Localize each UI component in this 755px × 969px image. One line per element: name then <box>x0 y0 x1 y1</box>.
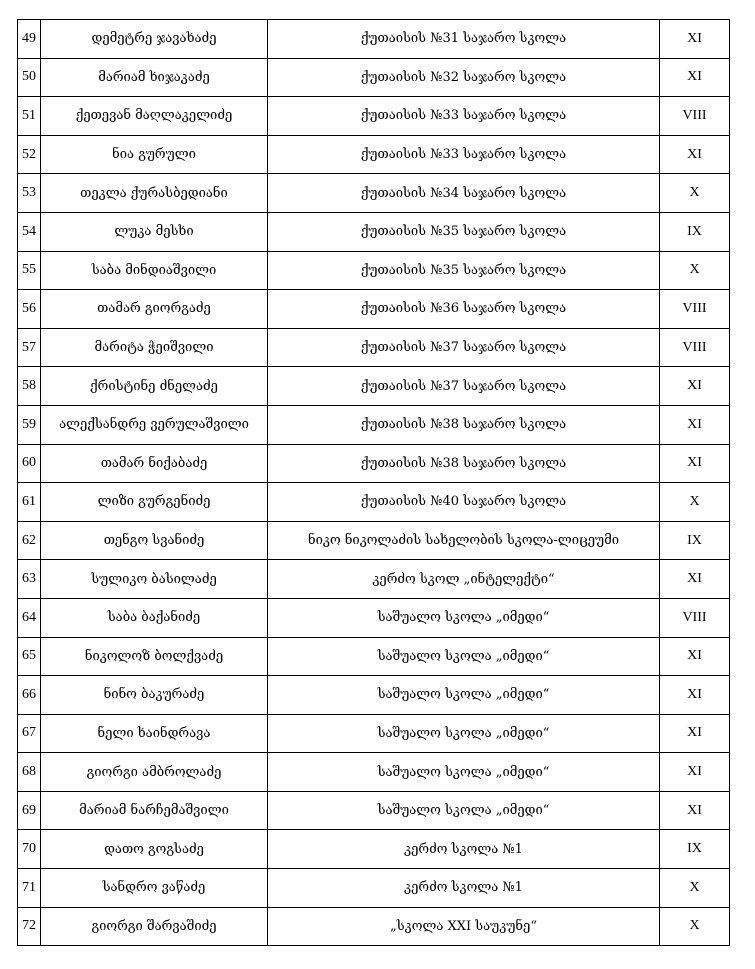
document-page <box>17 19 730 946</box>
grade-cell: VIII <box>660 97 730 136</box>
row-number-cell: 65 <box>18 637 41 676</box>
grade-cell: X <box>660 483 730 522</box>
row-number-cell: 56 <box>18 290 41 329</box>
grade-cell: XI <box>660 753 730 792</box>
table-row <box>18 58 730 97</box>
row-number-cell: 61 <box>18 483 41 522</box>
school-name-cell: ქუთაისის №35 საჯარო სკოლა <box>268 212 660 251</box>
table-row <box>18 174 730 213</box>
row-number-cell: 49 <box>18 20 41 59</box>
grade-cell: XI <box>660 405 730 444</box>
school-name-cell: ქუთაისის №38 საჯარო სკოლა <box>268 444 660 483</box>
row-number-cell: 70 <box>18 830 41 869</box>
row-number-cell: 72 <box>18 907 41 946</box>
table-row <box>18 869 730 908</box>
student-name-cell: საბა მინდიაშვილი <box>41 251 268 290</box>
school-name-cell: საშუალო სკოლა „იმედი“ <box>268 676 660 715</box>
student-name-cell: თამარ გიორგაძე <box>41 290 268 329</box>
school-name-cell: ქუთაისის №35 საჯარო სკოლა <box>268 251 660 290</box>
school-name-cell: ქუთაისის №33 საჯარო სკოლა <box>268 97 660 136</box>
student-name-cell: ნიკოლოზ ბოლქვაძე <box>41 637 268 676</box>
school-name-cell: ქუთაისის №31 საჯარო სკოლა <box>268 20 660 59</box>
student-name-cell: ქრისტინე ძნელაძე <box>41 367 268 406</box>
school-name-cell: ნიკო ნიკოლაძის სახელობის სკოლა-ლიცეუმი <box>268 521 660 560</box>
grade-cell: XI <box>660 135 730 174</box>
row-number-cell: 59 <box>18 405 41 444</box>
student-name-cell: მარიამ ნარჩემაშვილი <box>41 791 268 830</box>
table-row <box>18 405 730 444</box>
student-name-cell: ლიზი გურგენიძე <box>41 483 268 522</box>
table-row <box>18 290 730 329</box>
row-number-cell: 66 <box>18 676 41 715</box>
school-name-cell: ქუთაისის №32 საჯარო სკოლა <box>268 58 660 97</box>
grade-cell: X <box>660 174 730 213</box>
row-number-cell: 64 <box>18 598 41 637</box>
grade-cell: VIII <box>660 328 730 367</box>
participants-table <box>17 19 730 946</box>
student-name-cell: თამარ ნიქაბაძე <box>41 444 268 483</box>
grade-cell: XI <box>660 444 730 483</box>
row-number-cell: 68 <box>18 753 41 792</box>
grade-cell: XI <box>660 58 730 97</box>
student-name-cell: ნელი ხაინდრავა <box>41 714 268 753</box>
grade-cell: XI <box>660 637 730 676</box>
school-name-cell: ქუთაისის №38 საჯარო სკოლა <box>268 405 660 444</box>
table-row <box>18 483 730 522</box>
student-name-cell: სანდრო ვაწაძე <box>41 869 268 908</box>
school-name-cell: კერძო სკოლა №1 <box>268 830 660 869</box>
school-name-cell: ქუთაისის №37 საჯარო სკოლა <box>268 328 660 367</box>
grade-cell: IX <box>660 521 730 560</box>
row-number-cell: 69 <box>18 791 41 830</box>
grade-cell: XI <box>660 20 730 59</box>
table-row <box>18 212 730 251</box>
grade-cell: X <box>660 251 730 290</box>
row-number-cell: 63 <box>18 560 41 599</box>
grade-cell: XI <box>660 791 730 830</box>
student-name-cell: თეკლა ქურასბედიანი <box>41 174 268 213</box>
participants-table-body <box>18 20 730 946</box>
student-name-cell: მარიტა ჭეიშვილი <box>41 328 268 367</box>
table-row <box>18 714 730 753</box>
student-name-cell: ლუკა მესხი <box>41 212 268 251</box>
row-number-cell: 53 <box>18 174 41 213</box>
row-number-cell: 58 <box>18 367 41 406</box>
school-name-cell: ქუთაისის №33 საჯარო სკოლა <box>268 135 660 174</box>
table-row <box>18 637 730 676</box>
student-name-cell: ნია გურული <box>41 135 268 174</box>
student-name-cell: გიორგი შარვაშიძე <box>41 907 268 946</box>
table-row <box>18 560 730 599</box>
grade-cell: XI <box>660 714 730 753</box>
school-name-cell: ქუთაისის №40 საჯარო სკოლა <box>268 483 660 522</box>
grade-cell: XI <box>660 560 730 599</box>
grade-cell: VIII <box>660 598 730 637</box>
row-number-cell: 52 <box>18 135 41 174</box>
row-number-cell: 71 <box>18 869 41 908</box>
student-name-cell: სულიკო ბასილაძე <box>41 560 268 599</box>
row-number-cell: 55 <box>18 251 41 290</box>
row-number-cell: 54 <box>18 212 41 251</box>
table-row <box>18 521 730 560</box>
student-name-cell: ქეთევან მაღლაკელიძე <box>41 97 268 136</box>
student-name-cell: გიორგი ამბროლაძე <box>41 753 268 792</box>
school-name-cell: საშუალო სკოლა „იმედი“ <box>268 753 660 792</box>
table-row <box>18 367 730 406</box>
table-row <box>18 135 730 174</box>
school-name-cell: ქუთაისის №37 საჯარო სკოლა <box>268 367 660 406</box>
student-name-cell: დათო გოგსაძე <box>41 830 268 869</box>
grade-cell: XI <box>660 676 730 715</box>
table-row <box>18 251 730 290</box>
row-number-cell: 60 <box>18 444 41 483</box>
school-name-cell: ქუთაისის №36 საჯარო სკოლა <box>268 290 660 329</box>
grade-cell: X <box>660 907 730 946</box>
grade-cell: XI <box>660 367 730 406</box>
table-row <box>18 97 730 136</box>
student-name-cell: ნინო ბაკურაძე <box>41 676 268 715</box>
row-number-cell: 50 <box>18 58 41 97</box>
student-name-cell: ალექსანდრე ვერულაშვილი <box>41 405 268 444</box>
school-name-cell: „სკოლა XXI საუკუნე“ <box>268 907 660 946</box>
student-name-cell: თენგო სვანიძე <box>41 521 268 560</box>
table-row <box>18 753 730 792</box>
table-row <box>18 598 730 637</box>
grade-cell: VIII <box>660 290 730 329</box>
student-name-cell: დემეტრე ჯავახაძე <box>41 20 268 59</box>
school-name-cell: კერძო სკოლა №1 <box>268 869 660 908</box>
school-name-cell: ქუთაისის №34 საჯარო სკოლა <box>268 174 660 213</box>
grade-cell: IX <box>660 830 730 869</box>
school-name-cell: საშუალო სკოლა „იმედი“ <box>268 598 660 637</box>
table-row <box>18 444 730 483</box>
school-name-cell: საშუალო სკოლა „იმედი“ <box>268 637 660 676</box>
school-name-cell: საშუალო სკოლა „იმედი“ <box>268 791 660 830</box>
row-number-cell: 67 <box>18 714 41 753</box>
table-row <box>18 830 730 869</box>
grade-cell: X <box>660 869 730 908</box>
grade-cell: IX <box>660 212 730 251</box>
school-name-cell: კერძო სკოლ „ინტელექტი“ <box>268 560 660 599</box>
table-row <box>18 328 730 367</box>
table-row <box>18 20 730 59</box>
table-row <box>18 907 730 946</box>
row-number-cell: 62 <box>18 521 41 560</box>
row-number-cell: 51 <box>18 97 41 136</box>
table-row <box>18 791 730 830</box>
row-number-cell: 57 <box>18 328 41 367</box>
table-row <box>18 676 730 715</box>
school-name-cell: საშუალო სკოლა „იმედი“ <box>268 714 660 753</box>
student-name-cell: მარიამ ხიჯაკაძე <box>41 58 268 97</box>
student-name-cell: საბა ბაქანიძე <box>41 598 268 637</box>
